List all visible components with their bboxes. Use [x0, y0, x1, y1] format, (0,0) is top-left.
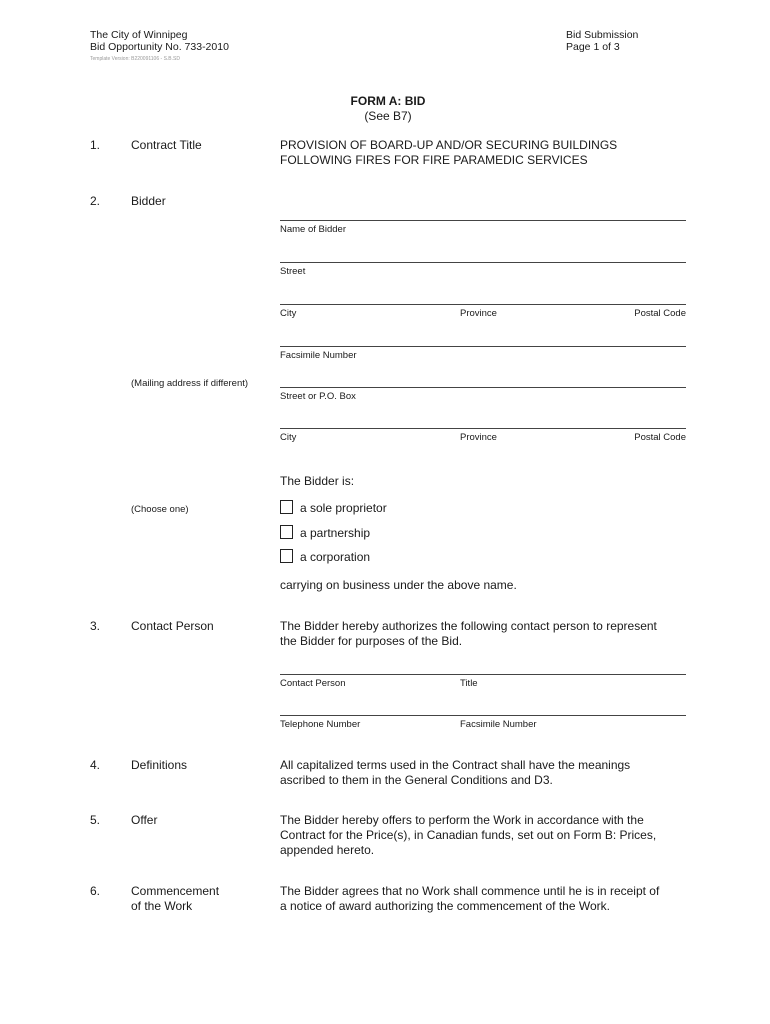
offer-text-line-1: The Bidder hereby offers to perform the Work in accordance with the — [280, 813, 644, 827]
template-version: Template Version: B220091106 - S.B.SD — [90, 56, 180, 62]
definitions-text-line-1: All capitalized terms used in the Contract shall have the meanings — [280, 758, 631, 772]
offer-text-line-3: appended hereto. — [280, 843, 375, 857]
partnership-checkbox[interactable] — [280, 525, 293, 539]
mailing-street-label: Street or P.O. Box — [280, 391, 356, 402]
bid-opportunity-number: Bid Opportunity No. 733-2010 — [90, 41, 229, 53]
telephone-label: Telephone Number — [280, 719, 361, 730]
partnership-label: a partnership — [300, 526, 371, 540]
carrying-on-business-text: carrying on business under the above name. — [280, 578, 517, 592]
sole-proprietor-label: a sole proprietor — [300, 501, 387, 515]
section-5-label: Offer — [131, 813, 158, 827]
facsimile-label: Facsimile Number — [280, 350, 357, 361]
province-label: Province — [460, 308, 497, 319]
mailing-province-label: Province — [460, 432, 497, 443]
telephone-facsimile-field[interactable] — [280, 715, 686, 716]
name-of-bidder-field[interactable] — [280, 220, 686, 221]
section-6-number: 6. — [90, 884, 101, 898]
contact-person-title-field[interactable] — [280, 674, 686, 675]
offer-text-line-2: Contract for the Price(s), in Canadian funds, set out on Form B: Prices, — [280, 828, 657, 842]
header-section: Bid Submission — [566, 29, 639, 41]
section-2-label: Bidder — [131, 194, 166, 208]
section-3-label: Contact Person — [131, 619, 214, 633]
contact-person-label: Contact Person — [280, 678, 346, 689]
section-4-label: Definitions — [131, 758, 188, 772]
form-title: FORM A: BID — [350, 94, 426, 108]
contract-title-line-2: FOLLOWING FIRES FOR FIRE PARAMEDIC SERVICES — [280, 153, 588, 167]
name-of-bidder-label: Name of Bidder — [280, 224, 347, 235]
corporation-checkbox[interactable] — [280, 549, 293, 563]
bidder-is-heading: The Bidder is: — [280, 474, 355, 488]
city-label: City — [280, 308, 297, 319]
street-field[interactable] — [280, 262, 686, 263]
corporation-label: a corporation — [300, 550, 371, 564]
section-3-number: 3. — [90, 619, 101, 633]
section-1-label: Contract Title — [131, 138, 202, 152]
contact-facsimile-label: Facsimile Number — [460, 719, 537, 730]
street-label: Street — [280, 266, 306, 277]
section-6-label-line-1: Commencement — [131, 884, 220, 898]
sole-proprietor-checkbox[interactable] — [280, 500, 293, 514]
mailing-postal-code-label: Postal Code — [634, 432, 686, 443]
mailing-address-note: (Mailing address if different) — [131, 378, 249, 389]
section-5-number: 5. — [90, 813, 101, 827]
section-2-number: 2. — [90, 194, 101, 208]
header-org: The City of Winnipeg — [90, 29, 188, 41]
section-4-number: 4. — [90, 758, 101, 772]
commencement-text-line-2: a notice of award authorizing the commencement of the Work. — [280, 899, 610, 913]
definitions-text-line-2: ascribed to them in the General Conditions and D3. — [280, 773, 553, 787]
header-page: Page 1 of 3 — [566, 41, 620, 53]
choose-one-note: (Choose one) — [131, 504, 189, 515]
commencement-text-line-1: The Bidder agrees that no Work shall commence until he is in receipt of — [280, 884, 660, 898]
form-reference: (See B7) — [364, 109, 412, 123]
contact-person-text-line-2: the Bidder for purposes of the Bid. — [280, 634, 463, 648]
mailing-city-province-postal-field[interactable] — [280, 428, 686, 429]
contact-person-text-line-1: The Bidder hereby authorizes the following contact person to represent — [280, 619, 657, 633]
mailing-street-field[interactable] — [280, 387, 686, 388]
postal-code-label: Postal Code — [634, 308, 686, 319]
city-province-postal-field[interactable] — [280, 304, 686, 305]
section-1-number: 1. — [90, 138, 101, 152]
contact-title-label: Title — [460, 678, 478, 689]
facsimile-field[interactable] — [280, 346, 686, 347]
contract-title-line-1: PROVISION OF BOARD-UP AND/OR SECURING BUILDINGS — [280, 138, 618, 152]
section-6-label-line-2: of the Work — [131, 899, 193, 913]
mailing-city-label: City — [280, 432, 297, 443]
